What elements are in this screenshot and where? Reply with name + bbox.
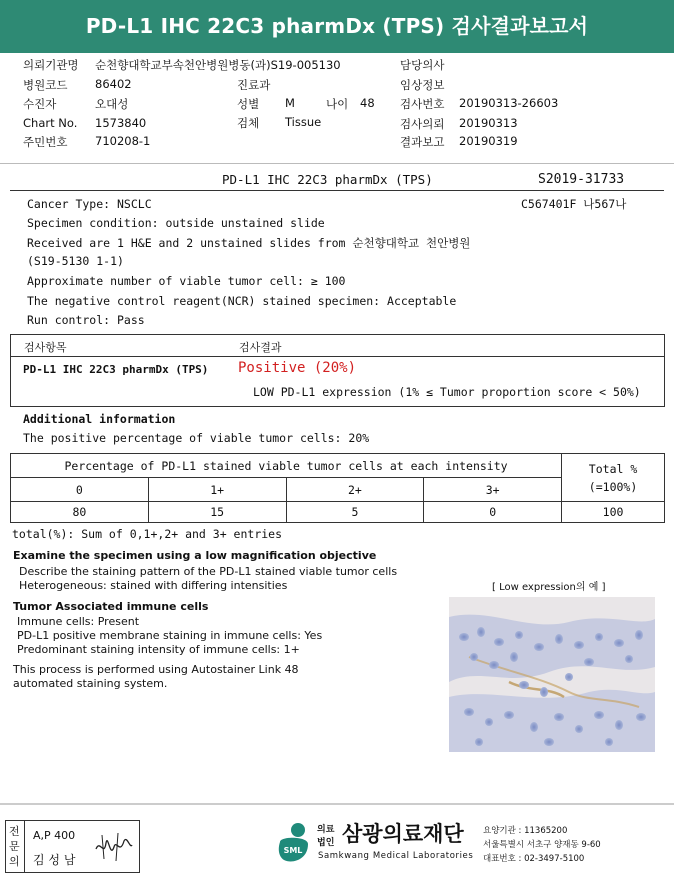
specimen-label: 검체 bbox=[237, 116, 260, 130]
id-label: 주민번호 bbox=[23, 135, 68, 149]
report-title: PD-L1 IHC 22C3 pharmDx (TPS) 검사결과보고서 bbox=[0, 0, 674, 53]
org-phone: 대표번호 : 02-3497-5100 bbox=[483, 854, 585, 864]
sml-logo-icon bbox=[272, 820, 314, 866]
item-header: 검사항목 bbox=[24, 341, 67, 354]
dept-label: 진료과 bbox=[237, 78, 271, 92]
signature-image bbox=[94, 829, 134, 865]
ncr-text: The negative control reagent(NCR) stained specimen: Acceptable bbox=[27, 294, 457, 308]
table-note: total(%): Sum of 0,1+,2+ and 3+ entries bbox=[12, 527, 283, 541]
specialist-label: 전문의 bbox=[9, 825, 20, 868]
org-prefix-2: 법인 bbox=[317, 838, 335, 848]
immune-line2: PD-L1 positive membrane staining in immune cells: Yes bbox=[17, 629, 323, 642]
org-prefix-1: 의료 bbox=[317, 825, 335, 835]
sex-label: 성별 bbox=[237, 97, 260, 111]
chart-label: Chart No. bbox=[23, 116, 78, 130]
immune-line3: Predominant staining intensity of immune cells: 1+ bbox=[17, 643, 300, 656]
column-0: 0 bbox=[11, 478, 149, 502]
results-box bbox=[10, 334, 665, 407]
intensity-table bbox=[10, 453, 665, 523]
sex-value: M bbox=[285, 96, 295, 110]
examine-line1: Describe the staining pattern of the PD-L1 stained viable tumor cells bbox=[19, 565, 398, 578]
positive-result: Positive (20%) bbox=[238, 360, 357, 376]
process-line1: This process is performed using Autostainer Link 48 bbox=[13, 663, 299, 676]
column-3plus: 3+ bbox=[424, 478, 562, 502]
doctor-label: 담당의사 bbox=[400, 58, 445, 72]
clinical-label: 임상정보 bbox=[400, 78, 445, 92]
additional-text: The positive percentage of viable tumor cells: 20% bbox=[23, 431, 370, 445]
org-code: 요양기관 : 11365200 bbox=[483, 826, 568, 836]
total-header-line2: (=100%) bbox=[588, 479, 638, 494]
image-caption: [ Low expression의 예 ] bbox=[492, 582, 606, 593]
additional-title: Additional information bbox=[23, 412, 176, 426]
test-title: PD-L1 IHC 22C3 pharmDx (TPS) bbox=[222, 172, 433, 187]
hospital-value: 순천향대학교부속천안병원병동(과)S19-005130 bbox=[95, 58, 341, 72]
received-text: Received are 1 H&E and 2 unstained slides from 순천향대학교 천안병원 bbox=[27, 236, 471, 250]
examine-title: Examine the specimen using a low magnification objective bbox=[13, 549, 377, 562]
header-divider bbox=[0, 163, 674, 164]
specialist-divider bbox=[24, 821, 25, 872]
hospital-label: 의뢰기관명 bbox=[23, 58, 79, 72]
footer-divider bbox=[0, 803, 674, 805]
immune-title: Tumor Associated immune cells bbox=[13, 600, 209, 613]
age-value: 48 bbox=[360, 96, 375, 110]
value-2plus: 5 bbox=[286, 502, 424, 523]
specimen-value: Tissue bbox=[285, 115, 322, 129]
report-value: 20190319 bbox=[459, 134, 518, 148]
expression-level: LOW PD-L1 expression (1% ≤ Tumor proportion score < 50%) bbox=[253, 385, 641, 399]
specialist-box bbox=[5, 820, 140, 873]
title-underline bbox=[10, 190, 664, 191]
id-value: 710208-1 bbox=[95, 134, 151, 148]
result-item: PD-L1 IHC 22C3 pharmDx (TPS) bbox=[23, 363, 209, 376]
results-header-line bbox=[11, 356, 664, 357]
patient-value: 오대성 bbox=[95, 97, 129, 111]
patient-label: 수진자 bbox=[23, 97, 57, 111]
value-total: 100 bbox=[562, 502, 665, 523]
value-0: 80 bbox=[11, 502, 149, 523]
immune-line1: Immune cells: Present bbox=[17, 615, 140, 628]
run-control: Run control: Pass bbox=[27, 313, 145, 327]
logo-text: SML bbox=[283, 846, 303, 855]
column-1plus: 1+ bbox=[148, 478, 286, 502]
case-number: S2019-31733 bbox=[538, 172, 625, 187]
value-3plus: 0 bbox=[424, 502, 562, 523]
slide-id: C567401F 나567나 bbox=[521, 197, 627, 211]
hospital-code-value: 86402 bbox=[95, 77, 132, 91]
request-label: 검사의뢰 bbox=[400, 117, 445, 131]
intensity-table-header: Percentage of PD-L1 stained viable tumor cells at each intensity bbox=[11, 454, 562, 478]
total-header bbox=[562, 454, 665, 502]
histology-image bbox=[449, 597, 655, 752]
process-line2: automated staining system. bbox=[13, 677, 168, 690]
viable-cells: Approximate number of viable tumor cell: ≥ 100 bbox=[27, 274, 346, 288]
test-no-value: 20190313-26603 bbox=[459, 96, 559, 110]
request-value: 20190313 bbox=[459, 116, 518, 130]
org-english: Samkwang Medical Laboratories bbox=[318, 851, 474, 861]
total-header-line1: Total % bbox=[588, 461, 638, 476]
test-no-label: 검사번호 bbox=[400, 97, 445, 111]
chart-value: 1573840 bbox=[95, 116, 147, 130]
report-label: 결과보고 bbox=[400, 135, 445, 149]
received-id: (S19-5130 1-1) bbox=[27, 254, 124, 268]
hospital-code-label: 병원코드 bbox=[23, 78, 68, 92]
age-label: 나이 bbox=[326, 97, 349, 111]
org-name: 삼광의료재단 bbox=[342, 822, 464, 846]
ap-number: A,P 400 bbox=[33, 829, 76, 842]
result-header: 검사결과 bbox=[239, 341, 282, 354]
org-address: 서울특별시 서초구 양재동 9-60 bbox=[483, 840, 601, 850]
doctor-name: 김 성 남 bbox=[33, 853, 76, 867]
specimen-condition: Specimen condition: outside unstained slide bbox=[27, 216, 325, 230]
column-2plus: 2+ bbox=[286, 478, 424, 502]
examine-line2: Heterogeneous: stained with differing intensities bbox=[19, 579, 288, 592]
cancer-type: Cancer Type: NSCLC bbox=[27, 197, 152, 211]
value-1plus: 15 bbox=[148, 502, 286, 523]
